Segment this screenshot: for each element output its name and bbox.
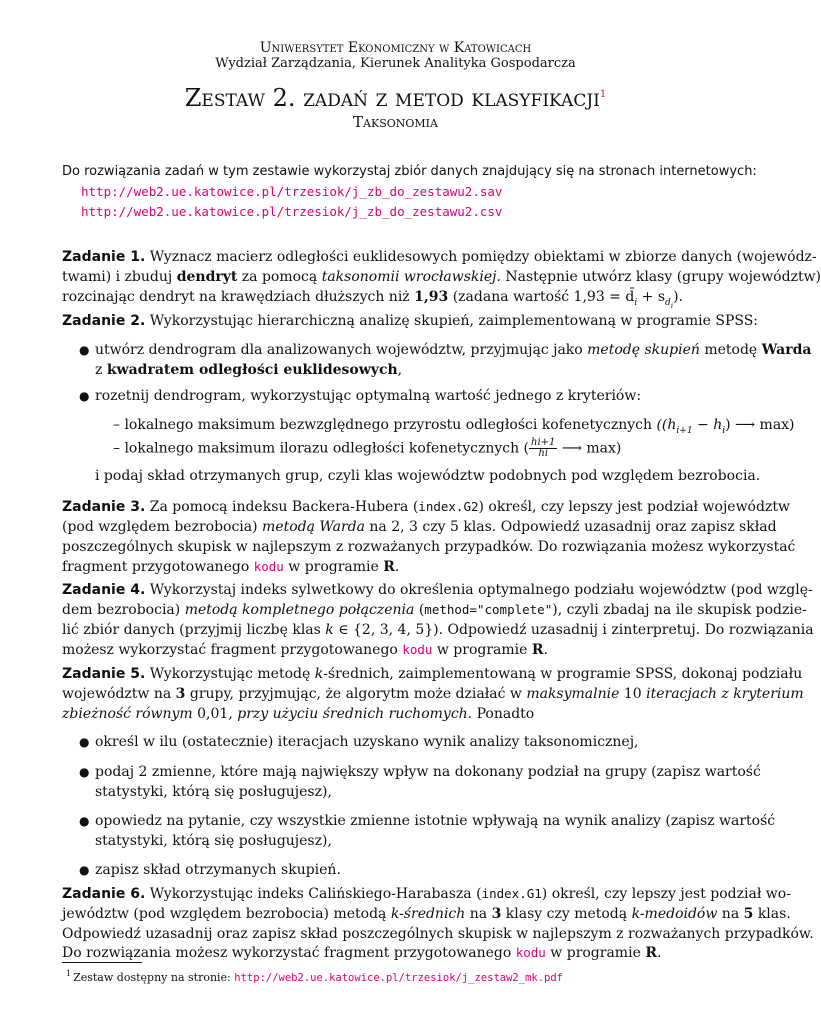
page-subtitle: Taksonomia — [353, 113, 438, 131]
university-name: Uniwersytet Ekonomiczny w Katowicach — [259, 40, 532, 56]
task1-line2: twami) i zbuduj dendryt za pomocą taksonomii wrocławskiej. Następnie utwórz klasy (grupy województw) — [62, 269, 821, 285]
task4-label: Zadanie 4. — [62, 582, 146, 598]
bullet-icon: ● — [79, 389, 90, 403]
task4-line3: lić zbiór danych (przyjmij liczbę klas k ∈ {2, 3, 4, 5}). Odpowiedź uzasadnij i zinterpretuj. Do rozwiązania — [62, 622, 814, 638]
task6-line3: Odpowiedź uzasadnij oraz zapisz skład poszczególnych skupisk w najlepszym z rozważanych przypadków. — [62, 926, 814, 942]
page-title — [0, 84, 791, 112]
task5-line2: województw na 3 grupy, przyjmując, że algorytm może działać w maksymalnie 10 iteracjach z kryterium — [62, 686, 804, 702]
task3-line2: (pod względem bezrobocia) metodą Warda na 2, 3 czy 5 klas. Odpowiedź uzasadnij oraz zapisz skład — [62, 519, 777, 535]
task6-label: Zadanie 6. — [62, 886, 146, 902]
task1-line3: rozcinając dendryt na krawędziach dłuższych niż 1,93 (zadana wartość $1,93 = d̄_i + s_{d_i}$). — [62, 289, 683, 310]
task2-bullet2: rozetnij dendrogram, wykorzystując optymalną wartość jednego z kryteriów: — [95, 388, 642, 404]
title-text: Zestaw 2. zadań z metod klasyfikacji — [184, 84, 600, 112]
task2-criterion2: – lokalnego maksimum ilorazu odległości kofenetycznych ( $\frac{hi+1}{hi}$ ⟶ max) — [113, 437, 622, 459]
bullet-icon: ● — [79, 814, 90, 828]
task6-line1: Zadanie 6. Wykorzystując indeks Calińskiego-Harabasza (index.G1) określ, czy lepszy jest podział wo- — [62, 886, 791, 902]
task4-line4: możesz wykorzystać fragment przygotowanego kodu w programie R. — [62, 642, 548, 658]
faculty-name: Wydział Zarządzania, Kierunek Analityka Gospodarcza — [215, 56, 576, 71]
bullet-icon: ● — [79, 765, 90, 779]
task5-bullet2-line2: statystyki, którą się posługujesz), — [95, 784, 332, 800]
bullet-icon: ● — [79, 863, 90, 877]
data-link-sav[interactable]: http://web2.ue.katowice.pl/trzesiok/j_zb_do_zestawu2.sav — [81, 184, 503, 199]
task3-line4: fragment przygotowanego kodu w programie R. — [62, 559, 400, 575]
task2-criterion1: – lokalnego maksimum bezwzględnego przyrostu odległości kofenetycznych ($(h_{i+1} - h_i)$ ⟶ max) — [113, 417, 795, 436]
task2-label: Zadanie 2. — [62, 313, 146, 329]
task3-code-link[interactable]: kodu — [253, 559, 284, 574]
task5-bullet1: określ w ilu (ostatecznie) iteracjach uzyskano wynik analizy taksonomicznej, — [95, 734, 639, 750]
task3-label: Zadanie 3. — [62, 499, 146, 515]
task6-code-link[interactable]: kodu — [515, 945, 546, 960]
task4-code-link[interactable]: kodu — [402, 642, 433, 657]
task4-line2: dem bezrobocia) metodą kompletnego połączenia (method="complete"), czyli zbadaj na ile skupisk podzie- — [62, 602, 807, 618]
task4-line1: Zadanie 4. Wykorzystaj indeks sylwetkowy do określenia optymalnego podziału województw (pod wzglę- — [62, 582, 813, 598]
bullet-icon: ● — [79, 343, 90, 357]
task2-intro: Zadanie 2. Wykorzystując hierarchiczną analizę skupień, zaimplementowaną w programie SPSS: — [62, 313, 759, 329]
task2-outro: i podaj skład otrzymanych grup, czyli klas województw podobnych pod względem bezrobocia. — [95, 468, 761, 484]
footnote-link[interactable]: http://web2.ue.katowice.pl/trzesiok/j_zestaw2_mk.pdf — [234, 971, 563, 984]
task5-bullet2-line1: podaj 2 zmienne, które mają największy wpływ na dokonany podział na grupy (zapisz wartość — [95, 764, 761, 780]
task1-label: Zadanie 1. — [62, 249, 146, 265]
title-footnote-mark[interactable]: 1 — [599, 89, 607, 100]
task5-line1: Zadanie 5. Wykorzystując metodę k-średnich, zaimplementowaną w programie SPSS, dokonaj podziału — [62, 666, 803, 682]
task5-label: Zadanie 5. — [62, 666, 146, 682]
task3-line1: Zadanie 3. Za pomocą indeksu Backera-Hubera (index.G2) określ, czy lepszy jest podział województw — [62, 499, 790, 515]
task6-line4: Do rozwiązania możesz wykorzystać fragment przygotowanego kodu w programie R. — [62, 945, 662, 961]
task5-bullet3-line1: opowiedz na pytanie, czy wszystkie zmienne istotnie wpływają na wynik analizy (zapisz wartość — [95, 813, 776, 829]
intro-text: Do rozwiązania zadań w tym zestawie wykorzystaj zbiór danych znajdujący się na stronach internetowych: — [62, 164, 757, 179]
task5-bullet3-line2: statystyki, którą się posługujesz), — [95, 833, 332, 849]
ratio-fraction: $\frac{hi+1}{hi}$ — [531, 437, 556, 459]
task5-bullet4: zapisz skład otrzymanych skupień. — [95, 862, 341, 878]
data-link-csv[interactable]: http://web2.ue.katowice.pl/trzesiok/j_zb_do_zestawu2.csv — [81, 204, 503, 219]
footnote: $^1$ Zestaw dostępny na stronie: http://web2.ue.katowice.pl/trzesiok/j_zestaw2_mk.pdf — [66, 969, 563, 984]
task3-line3: poszczególnych skupisk w najlepszym z rozważanych przypadków. Do rozwiązania możesz wykorzystać — [62, 539, 796, 555]
task2-bullet1-line2: z kwadratem odległości euklidesowych, — [95, 362, 403, 378]
footnote-rule — [62, 962, 142, 963]
task6-line2: jewództw (pod względem bezrobocia) metodą k-średnich na 3 klasy czy metodą k-medoidów na 5 klas. — [62, 906, 791, 922]
task2-bullet1-line1: utwórz dendrogram dla analizowanych województw, przyjmując jako metodę skupień metodę Warda — [95, 342, 812, 358]
footnote-mark: 1 — [66, 969, 72, 978]
task5-line3: zbieżność równym 0,01, przy użyciu średnich ruchomych. Ponadto — [62, 706, 535, 722]
task1-line1: Zadanie 1. Wyznacz macierz odległości euklidesowych pomiędzy obiektami w zbiorze danych (wojewódz- — [62, 249, 817, 265]
bullet-icon: ● — [79, 735, 90, 749]
